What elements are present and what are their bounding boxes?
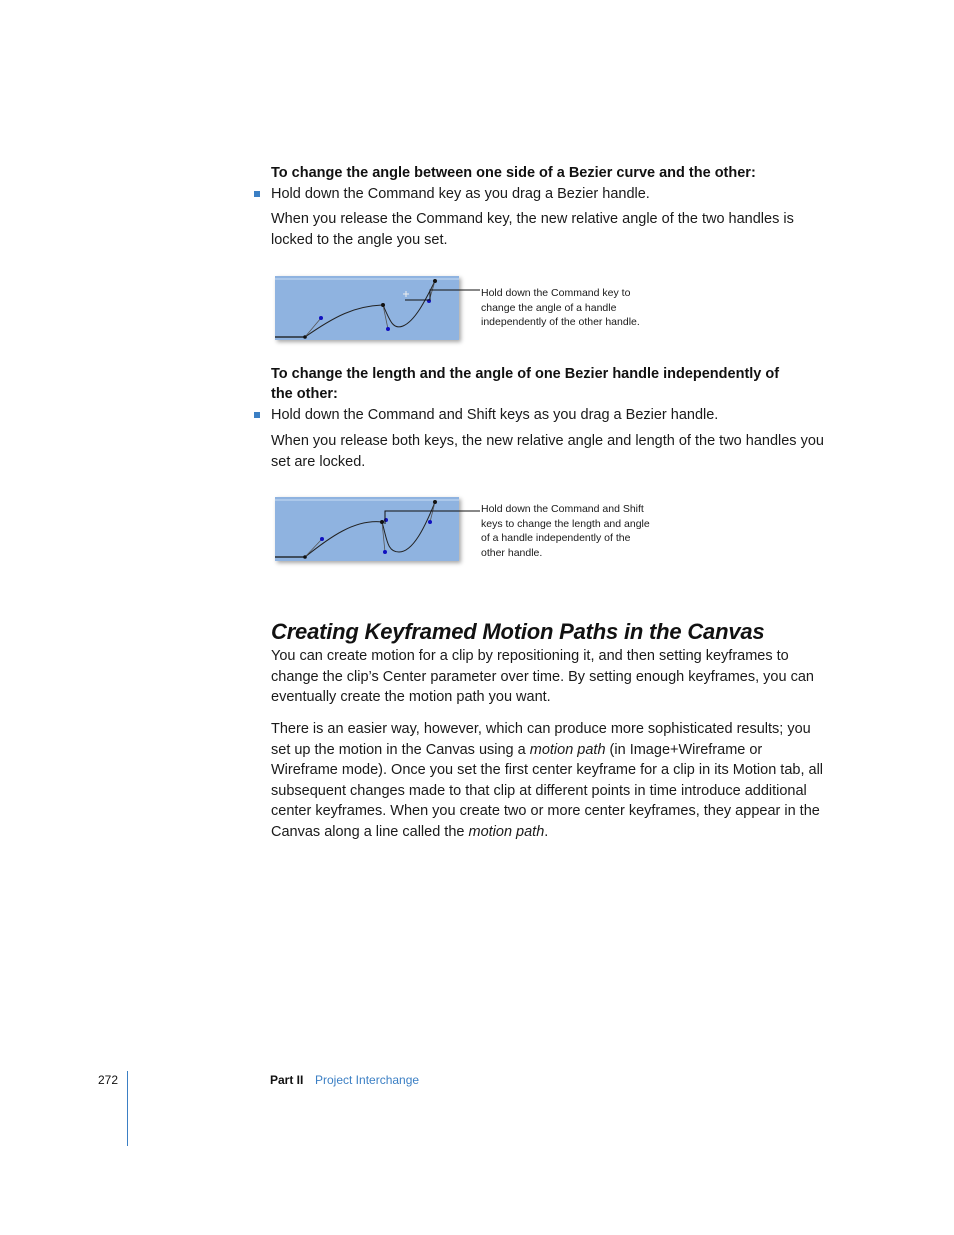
- text-run: .: [544, 823, 549, 840]
- heading-line: the other:: [271, 386, 338, 402]
- section-paragraph-1: You can create motion for a clip by repositioning it, and then setting keyframes to change the clip’s Center parameter over time. By setting enough keyframes, you can eventually create the motion path you want.: [271, 648, 814, 705]
- callout-length-angle: [481, 502, 681, 561]
- text-run: There is an easier way, however, which can produce more sophisticated results; you set up the motion in the Canvas using a: [271, 721, 811, 758]
- text-run: (in Image+Wireframe or Wireframe mode). Once you set the first center keyframe for a clip in its Motion tab, all subsequent changes made to that clip at different points in time introduce additional center keyframes. When you create two or more center keyframes, they appear in the Canvas along a line called the: [271, 741, 824, 840]
- footer-part-label: Part II: [270, 1073, 304, 1087]
- callout-line: keys to change the length and angle: [481, 517, 650, 530]
- procedure-heading-angle: To change the angle between one side of a Bezier curve and the other:: [271, 165, 756, 181]
- callout-line: independently of the other handle.: [481, 316, 640, 329]
- paragraph-angle-result: When you release the Command key, the new relative angle of the two handles is locked to the angle you set.: [271, 211, 794, 248]
- bullet-text: Hold down the Command key as you drag a Bezier handle.: [271, 186, 650, 202]
- callout-line: Hold down the Command and Shift: [481, 503, 644, 515]
- procedure-heading-length-angle: [271, 364, 831, 404]
- callout-leader-line-1: [400, 283, 482, 309]
- callout-line: Hold down the Command key to: [481, 287, 631, 299]
- callout-angle: [481, 286, 681, 330]
- callout-line: of a handle independently of the: [481, 532, 631, 545]
- paragraph-length-angle-result: When you release both keys, the new relative angle and length of the two handles you set are locked.: [271, 433, 824, 470]
- emphasis-motion-path: motion path: [529, 741, 606, 758]
- callout-leader-line-2: [380, 506, 482, 528]
- emphasis-motion-path: motion path: [468, 823, 545, 840]
- bullet-text: Hold down the Command and Shift keys as you drag a Bezier handle.: [271, 407, 719, 423]
- section-title: Creating Keyframed Motion Paths in the Canvas: [271, 619, 765, 644]
- callout-line: change the angle of a handle: [481, 301, 617, 314]
- page-number: 272: [98, 1073, 119, 1087]
- bullet-item-length-angle: [271, 405, 831, 425]
- callout-line: other handle.: [481, 547, 543, 560]
- heading-line: To change the length and the angle of one Bezier handle independently of: [271, 366, 780, 382]
- footer-chapter-link: Project Interchange: [315, 1073, 420, 1087]
- section-paragraph-2: [271, 719, 831, 842]
- bullet-square-icon: [254, 412, 260, 418]
- bullet-item-angle: [271, 184, 831, 204]
- bullet-square-icon: [254, 191, 260, 197]
- footer-divider: [127, 1071, 128, 1146]
